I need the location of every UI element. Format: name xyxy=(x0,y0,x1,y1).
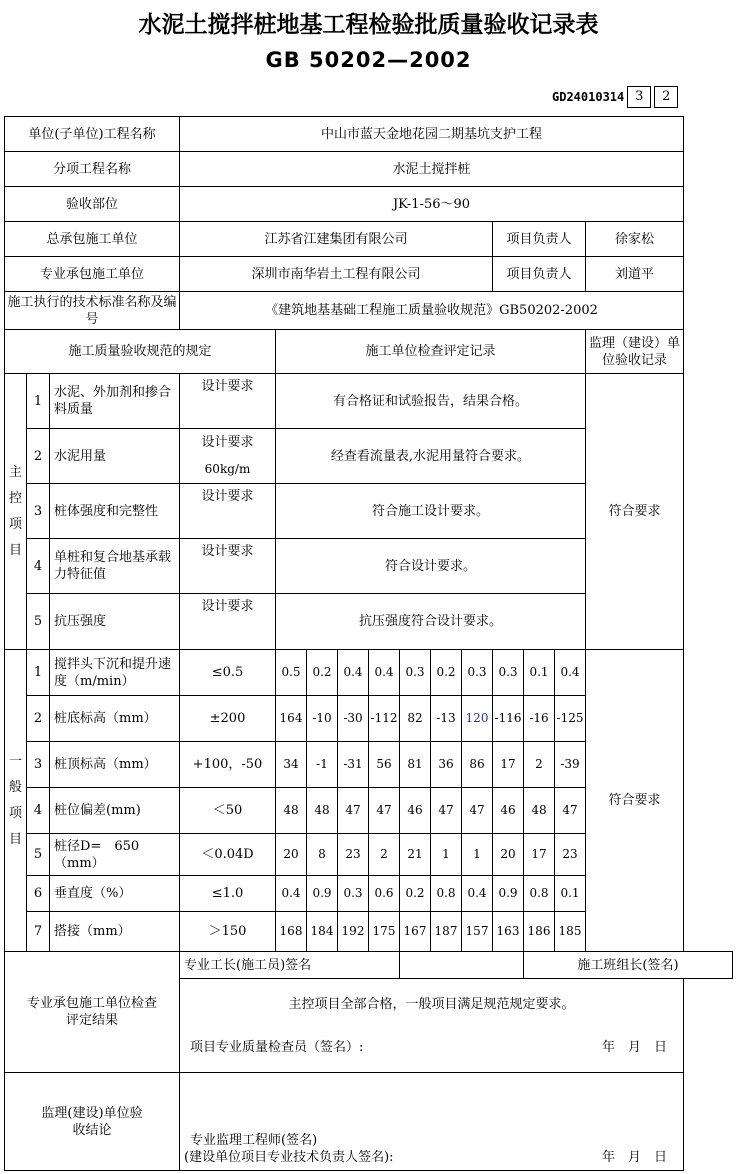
contractor-result xyxy=(180,979,684,1073)
measure-cell: 0.2 xyxy=(400,876,431,912)
general-item-limit: +100，-50 xyxy=(180,742,276,788)
form-code-text: GD24010314 xyxy=(552,90,625,104)
measure-cell: 17 xyxy=(524,834,555,876)
contractor-date: 年 月 日 xyxy=(602,1039,668,1055)
measure-cell: 47 xyxy=(462,788,493,834)
measure-cell: 0.4 xyxy=(369,650,400,696)
measure-cell: 8 xyxy=(307,834,338,876)
main-item-name: 抗压强度 xyxy=(50,594,180,650)
measure-cell: 23 xyxy=(338,834,369,876)
measure-cell: 2 xyxy=(524,742,555,788)
foreman-signature-slot xyxy=(400,952,524,979)
main-item-no: 3 xyxy=(27,484,50,539)
main-item-no: 2 xyxy=(27,429,50,484)
measure-cell: 46 xyxy=(493,788,524,834)
general-contractor-value: 江苏省江建集团有限公司 xyxy=(180,222,493,257)
main-item-record: 有合格证和试验报告，结果合格。 xyxy=(276,374,586,429)
general-item-no: 3 xyxy=(27,742,50,788)
measure-cell: 163 xyxy=(493,912,524,952)
measure-cell: -125 xyxy=(555,696,586,742)
measure-cell: 0.4 xyxy=(462,876,493,912)
inspector-signature-label: 项目专业质量检查员（签名）: xyxy=(190,1039,364,1055)
measure-cell: -30 xyxy=(338,696,369,742)
general-label: 一 般 项 目 xyxy=(5,650,27,952)
form-code-box-2: 2 xyxy=(654,86,678,108)
measure-cell: 0.9 xyxy=(493,876,524,912)
measure-cell: 36 xyxy=(431,742,462,788)
measure-cell: -31 xyxy=(338,742,369,788)
part-label: 验收部位 xyxy=(5,187,180,222)
sc-pm-label: 项目负责人 xyxy=(493,257,586,292)
general-item-name: 桩位偏差(mm) xyxy=(50,788,180,834)
general-item-limit: ＜0.04D xyxy=(180,834,276,876)
measure-cell: 184 xyxy=(307,912,338,952)
main-item-name: 水泥用量 xyxy=(50,429,180,484)
measure-cell: 0.8 xyxy=(524,876,555,912)
gc-pm-value: 徐家松 xyxy=(586,222,684,257)
main-item-record: 抗压强度符合设计要求。 xyxy=(276,594,586,650)
main-item-no: 1 xyxy=(27,374,50,429)
standard-value: 《建筑地基基础工程施工质量验收规范》GB50202-2002 xyxy=(180,292,684,330)
measure-cell: 46 xyxy=(400,788,431,834)
general-contractor-label: 总承包施工单位 xyxy=(5,222,180,257)
measure-cell: 0.2 xyxy=(431,650,462,696)
measure-cell: 17 xyxy=(493,742,524,788)
main-item-record: 经查看流量表,水泥用量符合要求。 xyxy=(276,429,586,484)
measure-cell: 1 xyxy=(431,834,462,876)
measure-cell: 0.3 xyxy=(400,650,431,696)
sub-contractor-value: 深圳市南华岩土工程有限公司 xyxy=(180,257,493,292)
spec-header: 施工质量验收规范的规定 xyxy=(5,330,276,374)
main-item-no: 4 xyxy=(27,539,50,594)
supervisor-date: 年 月 日 xyxy=(602,1150,668,1165)
measure-cell: 187 xyxy=(431,912,462,952)
general-item-name: 桩径D= 650 （mm） xyxy=(50,834,180,876)
general-item-no: 2 xyxy=(27,696,50,742)
owner-signature-label: (建设单位项目专业技术负责人签名): xyxy=(184,1150,394,1165)
measure-cell: 0.8 xyxy=(431,876,462,912)
measure-cell: 157 xyxy=(462,912,493,952)
main-item-name: 水泥、外加剂和掺合料质量 xyxy=(50,374,180,429)
measure-cell: 81 xyxy=(400,742,431,788)
measure-cell: 47 xyxy=(431,788,462,834)
measure-cell: 167 xyxy=(400,912,431,952)
subproject-label: 分项工程名称 xyxy=(5,152,180,187)
general-item-no: 6 xyxy=(27,876,50,912)
gc-pm-label: 项目负责人 xyxy=(493,222,586,257)
team-leader-signature-label: 施工班组长(签名) xyxy=(524,952,733,979)
contractor-label: 专业承包施工单位检查评定结果 xyxy=(5,952,180,1073)
main-item-req: 设计要求 xyxy=(180,374,276,429)
general-item-no: 5 xyxy=(27,834,50,876)
measure-cell: 2 xyxy=(369,834,400,876)
measure-cell: -1 xyxy=(307,742,338,788)
general-item-name: 桩底标高（mm） xyxy=(50,696,180,742)
supervisor-result xyxy=(180,1073,684,1171)
standard-label: 施工执行的技术标准名称及编号 xyxy=(5,292,180,330)
measure-cell: -39 xyxy=(555,742,586,788)
measure-cell: -16 xyxy=(524,696,555,742)
subproject-value: 水泥土搅拌桩 xyxy=(180,152,684,187)
measure-cell: 20 xyxy=(493,834,524,876)
main-item-name: 桩体强度和完整性 xyxy=(50,484,180,539)
general-item-no: 7 xyxy=(27,912,50,952)
general-item-name: 垂直度（%） xyxy=(50,876,180,912)
contractor-conclusion: 主控项目全部合格，一般项目满足规范规定要求。 xyxy=(288,996,575,1012)
measure-cell: 0.4 xyxy=(276,876,307,912)
measure-cell: 186 xyxy=(524,912,555,952)
measure-cell: 47 xyxy=(338,788,369,834)
part-value: JK-1-56～90 xyxy=(180,187,684,222)
supervisor-label: 监理(建设)单位验收结论 xyxy=(5,1073,180,1171)
sc-pm-value: 刘道平 xyxy=(586,257,684,292)
general-item-limit: ≤1.0 xyxy=(180,876,276,912)
form-title: 水泥土搅拌桩地基工程检验批质量验收记录表 xyxy=(138,12,599,38)
measure-cell: 0.2 xyxy=(307,650,338,696)
general-item-limit: ＞150 xyxy=(180,912,276,952)
measure-cell: 21 xyxy=(400,834,431,876)
main-item-record: 符合设计要求。 xyxy=(276,539,586,594)
measure-cell: -112 xyxy=(369,696,400,742)
main-item-req: 设计要求 xyxy=(180,484,276,539)
sub-contractor-label: 专业承包施工单位 xyxy=(5,257,180,292)
general-item-no: 1 xyxy=(27,650,50,696)
main-control-label: 主 控 项 目 xyxy=(5,374,27,650)
unit-label: 单位(子单位)工程名称 xyxy=(5,117,180,152)
inspection-table xyxy=(4,116,733,1171)
general-item-no: 4 xyxy=(27,788,50,834)
measure-cell: 0.1 xyxy=(524,650,555,696)
measure-cell: 86 xyxy=(462,742,493,788)
form-code xyxy=(552,86,678,108)
measure-cell: -10 xyxy=(307,696,338,742)
measure-cell: 164 xyxy=(276,696,307,742)
measure-cell: 0.4 xyxy=(338,650,369,696)
main-item-req: 设计要求 60kg/m xyxy=(180,429,276,484)
measure-cell: 1 xyxy=(462,834,493,876)
measure-cell: 48 xyxy=(276,788,307,834)
measure-cell: 0.9 xyxy=(307,876,338,912)
measure-cell: 34 xyxy=(276,742,307,788)
measure-cell: 0.6 xyxy=(369,876,400,912)
measure-cell: 48 xyxy=(307,788,338,834)
measure-cell: 192 xyxy=(338,912,369,952)
measure-cell: -116 xyxy=(493,696,524,742)
general-item-limit: ＜50 xyxy=(180,788,276,834)
measure-cell: 175 xyxy=(369,912,400,952)
measure-cell: 168 xyxy=(276,912,307,952)
foreman-signature-label: 专业工长(施工员)签名 xyxy=(180,952,400,979)
measure-cell: 47 xyxy=(555,788,586,834)
main-item-req: 设计要求 xyxy=(180,594,276,650)
general-item-limit: ≤0.5 xyxy=(180,650,276,696)
measure-cell: 0.3 xyxy=(338,876,369,912)
general-item-limit: ±200 xyxy=(180,696,276,742)
measure-cell: 0.3 xyxy=(462,650,493,696)
measure-cell: 0.4 xyxy=(555,650,586,696)
general-item-name: 搅拌头下沉和提升速度（m/min） xyxy=(50,650,180,696)
unit-value: 中山市蓝天金地花园二期基坑支护工程 xyxy=(180,117,684,152)
measure-cell: 0.1 xyxy=(555,876,586,912)
measure-cell: 0.3 xyxy=(493,650,524,696)
main-item-record: 符合施工设计要求。 xyxy=(276,484,586,539)
standard-code: GB 50202—2002 xyxy=(265,48,472,72)
main-item-name: 单桩和复合地基承载力特征值 xyxy=(50,539,180,594)
measure-cell: 23 xyxy=(555,834,586,876)
measure-cell: 20 xyxy=(276,834,307,876)
measure-cell: 0.5 xyxy=(276,650,307,696)
main-item-no: 5 xyxy=(27,594,50,650)
form-code-box-1: 3 xyxy=(627,86,651,108)
measure-cell: 47 xyxy=(369,788,400,834)
record-header: 施工单位检查评定记录 xyxy=(276,330,586,374)
measure-cell: 82 xyxy=(400,696,431,742)
engineer-signature-label: 专业监理工程师(签名) xyxy=(190,1133,318,1148)
measure-cell: 56 xyxy=(369,742,400,788)
measure-cell: 185 xyxy=(555,912,586,952)
measure-cell: -13 xyxy=(431,696,462,742)
main-control-result: 符合要求 xyxy=(586,374,684,650)
general-result: 符合要求 xyxy=(586,650,684,952)
measure-cell: 48 xyxy=(524,788,555,834)
measure-cell: 120 xyxy=(462,696,493,742)
supervision-header: 监理（建设）单位验收记录 xyxy=(586,330,684,374)
general-item-name: 搭接（mm） xyxy=(50,912,180,952)
main-item-req: 设计要求 xyxy=(180,539,276,594)
general-item-name: 桩顶标高（mm） xyxy=(50,742,180,788)
